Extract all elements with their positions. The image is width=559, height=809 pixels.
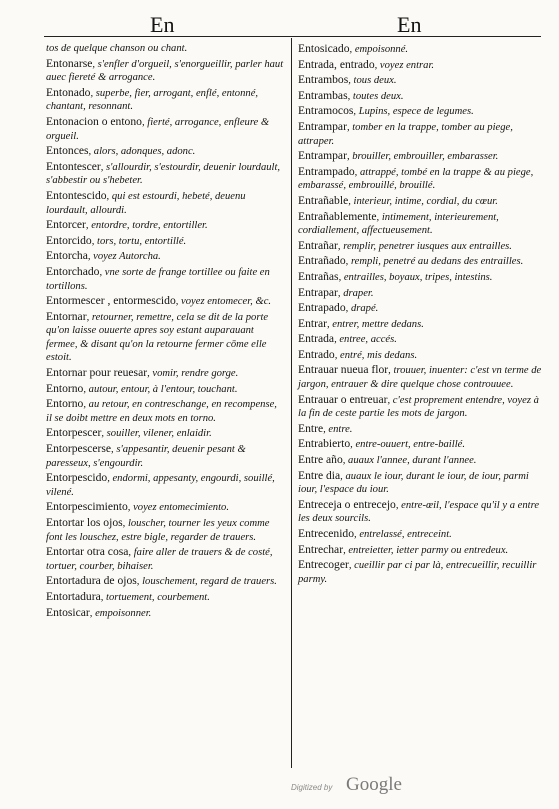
dictionary-entry (46, 249, 284, 264)
entry-headword: Entontescer (46, 159, 101, 173)
entry-definition: , tous deux. (348, 75, 397, 87)
left-column (46, 42, 284, 621)
google-watermark: Google (346, 774, 402, 795)
dictionary-entry (298, 317, 545, 332)
dictionary-entry (298, 210, 545, 238)
entry-headword: Entontescido (46, 188, 107, 202)
entry-headword: Entortar los ojos (46, 516, 123, 529)
right-column (298, 42, 545, 587)
entry-headword: Entortadura (46, 589, 101, 603)
entry-headword: Entrechar (298, 542, 344, 556)
entry-definition: , tortuement, courbement. (100, 591, 210, 603)
entry-definition: , empoisonné. (349, 44, 409, 55)
entry-headword: Entrabierto (298, 437, 351, 451)
entry-definition: , louschement, regard de trauers. (136, 576, 277, 588)
dictionary-entry (298, 73, 545, 88)
dictionary-entry (298, 89, 545, 104)
entry-headword: Entonces (46, 144, 89, 158)
dictionary-entry (46, 397, 284, 425)
entry-definition: , voyez Autorcha. (87, 251, 161, 263)
dictionary-entry (46, 516, 284, 544)
entry-definition: , vomir, rendre gorge. (147, 368, 239, 380)
entry-headword: Entorcha (46, 249, 88, 263)
entry-definition: , entrailles, boyaux, tripes, intestins. (338, 271, 493, 283)
dictionary-entry (46, 42, 284, 56)
entry-headword: Entorcer (46, 218, 86, 232)
entry-headword: Entre año (298, 453, 343, 467)
entry-headword: Entormescer , entormescido (46, 294, 176, 308)
dictionary-entry (298, 453, 545, 468)
entry-definition: , entré, mis dedans. (334, 349, 418, 361)
entry-headword: Entosicar (46, 605, 90, 619)
entry-headword: Entre dia (298, 468, 341, 482)
entry-headword: Entrecenido (298, 527, 355, 540)
entry-headword: Entonado (46, 85, 91, 99)
entry-definition: , brouiller, embrouiller, embarasser. (346, 151, 499, 163)
entry-definition: , tors, tortu, entortillé. (91, 235, 187, 247)
dictionary-entry (298, 543, 545, 558)
entry-headword: Entrada, entrado (298, 57, 375, 71)
entry-definition: , rempli, penetré au dedans des entrailles. (345, 256, 524, 268)
entry-headword: Entrapado (298, 301, 346, 315)
entry-definition: , remplir, penetrer iusques aux entrailles. (337, 240, 512, 252)
entry-headword: Entrampar (298, 119, 347, 133)
entry-headword: Entrampar (298, 149, 347, 163)
entry-headword: Entonarse (46, 56, 93, 70)
entry-headword: Entrampado (298, 164, 355, 178)
entry-headword: Entrauar nueua flor (298, 363, 389, 377)
dictionary-entry (298, 437, 545, 452)
entry-definition: , voyez entomecimiento. (127, 502, 229, 514)
entry-headword: Entrado (298, 347, 335, 361)
dictionary-entry (298, 301, 545, 316)
entry-headword: Entortadura de ojos (46, 574, 137, 588)
dictionary-entry (298, 422, 545, 437)
dictionary-entry (46, 218, 284, 233)
dictionary-entry (46, 86, 284, 114)
column-divider (291, 38, 292, 768)
dictionary-entry (298, 165, 545, 193)
entry-headword: Entrar (298, 316, 327, 330)
dictionary-entry (298, 527, 545, 542)
entry-headword: Entrambas (298, 88, 348, 102)
dictionary-entry (46, 310, 284, 365)
dictionary-entry (298, 469, 545, 497)
entry-headword: Entorcido (46, 233, 92, 247)
entry-definition: , s'appesantir, deuenir pesant & paresseux, s'engourdir. (46, 444, 246, 469)
left-running-head: En (150, 12, 175, 37)
entry-definition: , empoisonner. (89, 607, 152, 619)
entry-definition: , voyez entomecer, &c. (175, 296, 272, 308)
dictionary-entry (46, 500, 284, 515)
dictionary-entry (298, 58, 545, 73)
dictionary-entry (298, 120, 545, 148)
page-footer (0, 774, 559, 804)
dictionary-entry (298, 348, 545, 363)
entry-headword: Entorpescerse (46, 442, 112, 456)
dictionary-entry (46, 545, 284, 573)
header-rule (44, 36, 541, 37)
entry-definition: , faire aller de trauers & de costé, tortuer, courber, bihaiser. (46, 547, 273, 572)
entry-definition: , Lupins, espece de legumes. (353, 106, 474, 118)
page-header (0, 10, 559, 38)
entry-headword: Entrañas (298, 269, 339, 283)
dictionary-entry (298, 558, 545, 586)
entry-headword: Entrapar (298, 285, 338, 299)
dictionary-entry (46, 382, 284, 397)
entry-headword: Entorchado (46, 264, 100, 278)
entry-definition: , entordre, tordre, entortiller. (85, 220, 208, 232)
entry-definition: , alors, adonques, adonc. (88, 146, 196, 158)
entry-definition: , entreietter, ietter parmy ou entredeux. (343, 544, 509, 556)
dictionary-entry (46, 189, 284, 217)
dictionary-entry (298, 332, 545, 347)
entry-headword: Entrecoger (298, 558, 349, 572)
entry-definition: , autour, entour, à l'entour, touchant. (83, 383, 238, 395)
entry-definition: , vne sorte de frange tortillee ou faite en tortillons. (46, 266, 270, 292)
entry-headword: Entorno (46, 381, 84, 395)
dictionary-entry (298, 194, 545, 209)
entry-headword: Entornar pour reuesar (46, 366, 148, 380)
entry-definition: , au retour, en contreschange, en recompense, il se doibt mettre en deux mots en torno. (46, 399, 277, 424)
dictionary-entry (46, 160, 284, 188)
dictionary-entry (46, 115, 284, 143)
dictionary-entry (46, 426, 284, 441)
dictionary-entry (298, 393, 545, 421)
entry-headword: Entrauar o entreuar (298, 392, 388, 406)
entry-definition: , superbe, fier, arrogant, enflé, entonné, chantant, resonnant. (46, 87, 259, 113)
entry-headword: Entorpescer (46, 426, 102, 440)
entry-definition: , attrappé, tombé en la trappe & au piege, embarassé, embrouillé, brouillé. (298, 166, 534, 192)
entry-definition: , retourner, remettre, cela se dit de la porte qu'on laisse ouuerte apres soy estant auparauant fermee, & disant qu'on la retourne fermer cōme elle estoit. (46, 311, 269, 364)
entry-definition: , entre-œil, l'espace qu'il y a entre les deux sourcils. (298, 499, 540, 525)
entry-headword: Entosicado (298, 42, 350, 55)
entry-headword: Entreceja o entrecejo (298, 497, 396, 511)
entry-definition: , qui est estourdi, hebeté, deuenu lourdault, allourdi. (46, 190, 246, 216)
dictionary-entry (298, 254, 545, 269)
entry-definition: , s'allourdir, s'estourdir, deuenir lourdault, s'abbestir ou s'hebeter. (46, 161, 281, 187)
entry-headword: Entorno (46, 397, 84, 411)
dictionary-entry (46, 265, 284, 293)
entry-definition: , fierté, arrogance, enfleure & orgueil. (46, 116, 270, 142)
entry-definition: , intimement, interieurement, cordiallement, affectueusement. (298, 211, 499, 237)
entry-definition: , entre-ouuert, entre-baillé. (350, 439, 465, 451)
dictionary-entry (46, 57, 284, 85)
dictionary-entry (298, 363, 545, 391)
entry-definition: , entre. (323, 423, 353, 435)
entry-definition: , drapé. (345, 303, 379, 315)
entry-headword: Entorpescido (46, 471, 108, 485)
entry-definition: , endormi, appesanty, engourdi, souillé, vilené. (46, 473, 275, 498)
entry-definition: , interieur, intime, cordial, du cœur. (348, 195, 498, 207)
entry-headword: Entonacion o entono (46, 114, 142, 128)
entry-definition: , auaux l'annee, durant l'annee. (342, 455, 477, 467)
entry-definition: , entrelassé, entreceint. (354, 529, 452, 540)
entry-definition: , entrer, mettre dedans. (326, 318, 424, 330)
dictionary-entry (46, 471, 284, 499)
dictionary-entry (46, 144, 284, 159)
entry-definition: , cueillir par ci par là, entrecueillir, recuillir parmy. (298, 560, 537, 585)
entry-definition: , s'enfler d'orgueil, s'enorgueillir, parler haut auec fiereté & arrogance. (46, 58, 284, 84)
entry-definition: , draper. (337, 287, 374, 299)
entry-definition: , entree, accés. (334, 334, 397, 346)
entry-headword: Entrañado (298, 254, 346, 268)
dictionary-entry (298, 104, 545, 119)
dictionary-entry (298, 270, 545, 285)
entry-headword: Entrañable (298, 193, 349, 207)
dictionary-entry (298, 42, 545, 57)
dictionary-entry (46, 366, 284, 381)
digitized-by-label: Digitized by (291, 783, 333, 792)
entry-definition: tos de quelque chanson ou chant. (46, 43, 188, 54)
entry-headword: Entre (298, 421, 324, 435)
entry-definition: , voyez entrar. (374, 59, 435, 71)
dictionary-entry (298, 498, 545, 526)
entry-headword: Entorpescimiento (46, 500, 128, 514)
entry-headword: Entrambos (298, 73, 349, 87)
entry-headword: Entrañablemente (298, 209, 377, 223)
dictionary-entry (298, 149, 545, 164)
entry-headword: Entramocos (298, 104, 354, 118)
entry-definition: , tomber en la trappe, tomber au piege, attraper. (298, 121, 513, 147)
entry-headword: Entornar (46, 309, 87, 323)
entry-headword: Entortar otra cosa (46, 545, 129, 559)
entry-definition: , toutes deux. (347, 90, 404, 102)
dictionary-entry (46, 590, 284, 605)
dictionary-entry (298, 286, 545, 301)
dictionary-entry (46, 294, 284, 309)
dictionary-entry (46, 234, 284, 249)
entry-headword: Entrada (298, 332, 335, 346)
entry-definition: , trouuer, inuenter: c'est vn terme de jargon, entrauer & dire quelque chose controuuee. (298, 365, 542, 391)
dictionary-entry (46, 442, 284, 470)
entry-definition: , louscher, tourner les yeux comme font les louschez, estre bigle, regarder de trauers. (46, 518, 270, 543)
right-running-head: En (397, 12, 422, 37)
entry-definition: , c'est proprement entendre, voyez à la fin de ceste partie les mots de jargon. (298, 394, 539, 420)
entry-headword: Entrañar (298, 238, 338, 252)
entry-definition: , auaux le iour, durant le iour, de iour, parmi iour, l'espace du iour. (298, 470, 529, 496)
entry-definition: , souiller, vilener, enlaidir. (101, 428, 212, 440)
dictionary-entry (298, 239, 545, 254)
dictionary-entry (46, 574, 284, 589)
dictionary-entry (46, 606, 284, 621)
